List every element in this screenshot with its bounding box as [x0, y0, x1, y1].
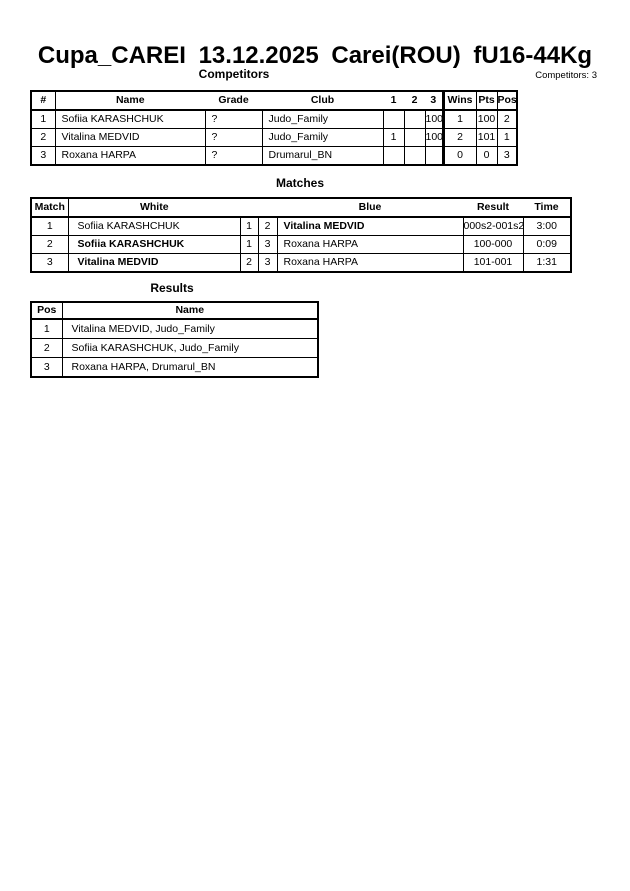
- white-fighter-num: 1: [240, 236, 258, 254]
- white-fighter-num: 2: [240, 254, 258, 273]
- competitor-grade: ?: [205, 110, 262, 129]
- result-pos: 2: [31, 339, 62, 358]
- col-header-blue-num: [258, 198, 277, 217]
- table-row: [31, 319, 318, 339]
- round2-score: [404, 147, 425, 166]
- match-num: 1: [31, 217, 68, 236]
- table-row: [31, 147, 517, 166]
- round2-score: [404, 129, 425, 147]
- col-header-round2: 2: [404, 91, 425, 110]
- white-fighter-num: 1: [240, 217, 258, 236]
- result-pos: 1: [31, 319, 62, 339]
- white-fighter: Sofiia KARASHCHUK: [68, 236, 240, 254]
- competitor-pts: 100: [476, 110, 497, 129]
- competitor-pts: 101: [476, 129, 497, 147]
- competitor-pos: 3: [497, 147, 517, 166]
- round1-score: [383, 147, 404, 166]
- competitors-count: Competitors: 3: [535, 70, 597, 81]
- blue-fighter: Vitalina MEDVID: [277, 217, 463, 236]
- competitor-club: Drumarul_BN: [262, 147, 383, 166]
- results-table: [30, 301, 319, 378]
- round3-score: 100: [425, 129, 443, 147]
- round2-score: [404, 110, 425, 129]
- results-section-label: Results: [150, 281, 194, 295]
- results-header-row: [31, 302, 318, 319]
- table-row: [31, 254, 571, 273]
- competitor-num: 3: [31, 147, 55, 166]
- col-header-club: Club: [262, 91, 383, 110]
- competitor-num: 1: [31, 110, 55, 129]
- round1-score: 1: [383, 129, 404, 147]
- col-header-blue: Blue: [277, 198, 463, 217]
- competitor-num: 2: [31, 129, 55, 147]
- col-header-match: Match: [31, 198, 68, 217]
- result-name: Vitalina MEDVID, Judo_Family: [62, 319, 318, 339]
- page-title: Cupa_CAREI 13.12.2025 Carei(ROU) fU16-44Kg: [37, 42, 593, 69]
- competitor-grade: ?: [205, 147, 262, 166]
- competitor-name: Vitalina MEDVID: [55, 129, 205, 147]
- col-header-round1: 1: [383, 91, 404, 110]
- competitor-wins: 0: [443, 147, 476, 166]
- col-header-white-num: [240, 198, 258, 217]
- table-row: [31, 110, 517, 129]
- table-row: [31, 339, 318, 358]
- blue-fighter: Roxana HARPA: [277, 254, 463, 273]
- col-header-pts: Pts: [476, 91, 497, 110]
- competitor-pos: 1: [497, 129, 517, 147]
- round1-score: [383, 110, 404, 129]
- col-header-round3: 3: [425, 91, 443, 110]
- result-pos: 3: [31, 358, 62, 378]
- competitor-pos: 2: [497, 110, 517, 129]
- competitor-wins: 1: [443, 110, 476, 129]
- match-result: 101-001: [463, 254, 523, 273]
- col-header-name: Name: [55, 91, 205, 110]
- white-fighter: Vitalina MEDVID: [68, 254, 240, 273]
- round3-score: [425, 147, 443, 166]
- match-time: 3:00: [523, 217, 571, 236]
- competitors-table: [30, 90, 518, 166]
- competitor-name: Sofiia KARASHCHUK: [55, 110, 205, 129]
- table-row: [31, 129, 517, 147]
- table-row: [31, 358, 318, 378]
- col-header-time: Time: [523, 198, 571, 217]
- matches-header-row: [31, 198, 571, 217]
- match-time: 0:09: [523, 236, 571, 254]
- blue-fighter-num: 3: [258, 236, 277, 254]
- competitor-name: Roxana HARPA: [55, 147, 205, 166]
- match-num: 3: [31, 254, 68, 273]
- competitors-header-row: [31, 91, 517, 110]
- competitor-pts: 0: [476, 147, 497, 166]
- col-header-pos: Pos: [497, 91, 517, 110]
- col-header-name: Name: [62, 302, 318, 319]
- blue-fighter-num: 2: [258, 217, 277, 236]
- col-header-white: White: [68, 198, 240, 217]
- match-result: 100-000: [463, 236, 523, 254]
- matches-section-label: Matches: [275, 176, 325, 190]
- competitors-section-label: Competitors: [198, 67, 270, 81]
- competitor-wins: 2: [443, 129, 476, 147]
- round3-score: 100: [425, 110, 443, 129]
- match-num: 2: [31, 236, 68, 254]
- result-name: Sofiia KARASHCHUK, Judo_Family: [62, 339, 318, 358]
- col-header-wins: Wins: [443, 91, 476, 110]
- blue-fighter: Roxana HARPA: [277, 236, 463, 254]
- col-header-num: #: [31, 91, 55, 110]
- white-fighter: Sofiia KARASHCHUK: [68, 217, 240, 236]
- blue-fighter-num: 3: [258, 254, 277, 273]
- matches-table: [30, 197, 572, 273]
- table-row: [31, 217, 571, 236]
- competitor-club: Judo_Family: [262, 110, 383, 129]
- col-header-pos: Pos: [31, 302, 62, 319]
- col-header-grade: Grade: [205, 91, 262, 110]
- result-name: Roxana HARPA, Drumarul_BN: [62, 358, 318, 378]
- competitor-grade: ?: [205, 129, 262, 147]
- col-header-result: Result: [463, 198, 523, 217]
- match-result: 000s2-001s2: [463, 217, 523, 236]
- competitor-club: Judo_Family: [262, 129, 383, 147]
- match-time: 1:31: [523, 254, 571, 273]
- table-row: [31, 236, 571, 254]
